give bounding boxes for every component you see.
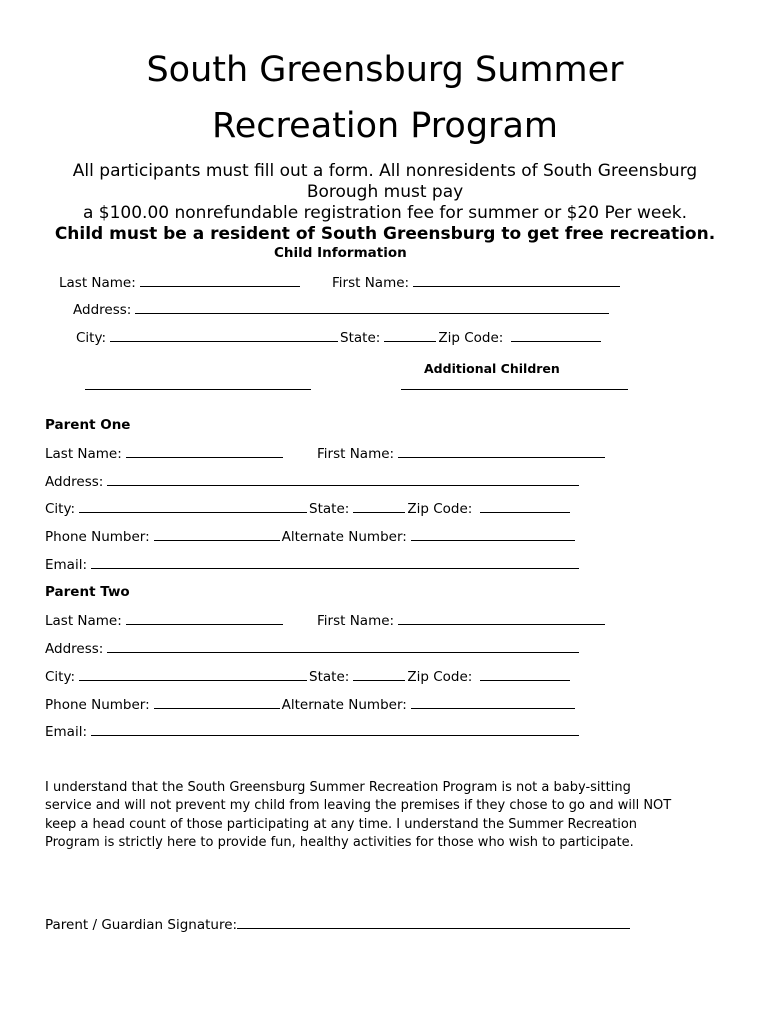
additional-children-heading: Additional Children	[424, 361, 560, 376]
p2-city-row	[45, 667, 570, 686]
child-first-name-field[interactable]	[413, 273, 620, 287]
page-title-line-2: Recreation Program	[212, 106, 558, 146]
p2-phone-field[interactable]	[154, 695, 280, 709]
p2-first-name-field[interactable]	[398, 611, 605, 625]
p2-zip-label: Zip Code:	[407, 669, 473, 685]
p2-last-name-field[interactable]	[126, 611, 283, 625]
p2-phone-label: Phone Number:	[45, 697, 150, 713]
child-zip-field[interactable]	[511, 328, 601, 342]
p1-first-name-label: First Name:	[317, 446, 395, 462]
p2-alt-phone-label: Alternate Number:	[281, 697, 407, 713]
parent-one-heading: Parent One	[45, 417, 131, 433]
p2-city-label: City:	[45, 669, 76, 685]
p1-last-name-row	[45, 444, 283, 463]
p2-email-label: Email:	[45, 724, 88, 740]
p1-zip-field[interactable]	[480, 499, 570, 513]
intro-line-3: a $100.00 nonrefundable registration fee for summer or $20 Per week.	[82, 203, 688, 223]
p1-city-field[interactable]	[79, 499, 307, 513]
p1-last-name-label: Last Name:	[45, 446, 122, 462]
parent-two-heading: Parent Two	[45, 584, 130, 600]
child-state-label: State:	[340, 330, 381, 346]
disclaimer-line-2: service and will not prevent my child from leaving the premises if they chose to go and will NOT	[45, 798, 672, 814]
p1-address-field[interactable]	[107, 472, 579, 486]
p1-state-label: State:	[309, 501, 350, 517]
child-first-name-label: First Name:	[332, 275, 410, 291]
disclaimer-line-3: keep a head count of those participating at any time. I understand the Summer Recreation	[45, 816, 638, 832]
child-state-field[interactable]	[384, 328, 436, 342]
child-first-name-row	[332, 273, 620, 292]
signature-label: Parent / Guardian Signature:	[45, 917, 238, 933]
p2-state-field[interactable]	[353, 667, 405, 681]
p1-state-field[interactable]	[353, 499, 405, 513]
p2-first-name-label: First Name:	[317, 613, 395, 629]
additional-child-1-field[interactable]	[85, 389, 311, 390]
child-city-row	[76, 328, 601, 347]
p1-city-row	[45, 499, 570, 518]
child-information-heading: Child Information	[274, 245, 407, 261]
child-last-name-field[interactable]	[140, 273, 300, 287]
child-last-name-row	[59, 273, 300, 292]
child-city-field[interactable]	[110, 328, 338, 342]
child-last-name-label: Last Name:	[59, 275, 136, 291]
p1-first-name-row	[317, 444, 605, 463]
p1-email-label: Email:	[45, 557, 88, 573]
p2-alt-phone-field[interactable]	[411, 695, 575, 709]
p2-first-name-row	[317, 611, 605, 630]
p1-alt-phone-field[interactable]	[411, 527, 575, 541]
child-city-label: City:	[76, 330, 107, 346]
p1-alt-phone-label: Alternate Number:	[281, 529, 407, 545]
p2-zip-field[interactable]	[480, 667, 570, 681]
child-address-label: Address:	[73, 302, 132, 318]
p1-last-name-field[interactable]	[126, 444, 283, 458]
intro-line-1: All participants must fill out a form. All nonresidents of South Greensburg	[72, 161, 698, 181]
additional-child-2-field[interactable]	[401, 389, 628, 390]
p2-address-field[interactable]	[107, 639, 579, 653]
p1-phone-row	[45, 527, 575, 546]
signature-row	[45, 915, 630, 934]
p2-phone-row	[45, 695, 575, 714]
p2-email-field[interactable]	[91, 722, 579, 736]
p1-first-name-field[interactable]	[398, 444, 605, 458]
child-zip-label: Zip Code:	[438, 330, 504, 346]
p2-city-field[interactable]	[79, 667, 307, 681]
p1-email-field[interactable]	[91, 555, 579, 569]
p2-last-name-label: Last Name:	[45, 613, 122, 629]
p2-state-label: State:	[309, 669, 350, 685]
p1-address-row	[45, 472, 579, 491]
p2-last-name-row	[45, 611, 283, 630]
p1-phone-label: Phone Number:	[45, 529, 150, 545]
intro-line-2: Borough must pay	[306, 182, 464, 202]
disclaimer-line-4: Program is strictly here to provide fun, healthy activities for those who wish to participate.	[45, 834, 634, 850]
disclaimer-paragraph	[45, 779, 735, 852]
residency-notice: Child must be a resident of South Greensburg to get free recreation.	[54, 224, 716, 244]
child-address-field[interactable]	[135, 300, 609, 314]
page-title-line-1: South Greensburg Summer	[146, 50, 624, 90]
child-address-row	[73, 300, 609, 319]
p1-address-label: Address:	[45, 474, 104, 490]
p2-address-label: Address:	[45, 641, 104, 657]
signature-field[interactable]	[237, 915, 630, 929]
disclaimer-line-1: I understand that the South Greensburg Summer Recreation Program is not a baby-sitting	[45, 780, 631, 795]
p2-email-row	[45, 722, 579, 741]
p1-phone-field[interactable]	[154, 527, 280, 541]
p1-zip-label: Zip Code:	[407, 501, 473, 517]
p2-address-row	[45, 639, 579, 658]
p1-city-label: City:	[45, 501, 76, 517]
p1-email-row	[45, 555, 579, 574]
